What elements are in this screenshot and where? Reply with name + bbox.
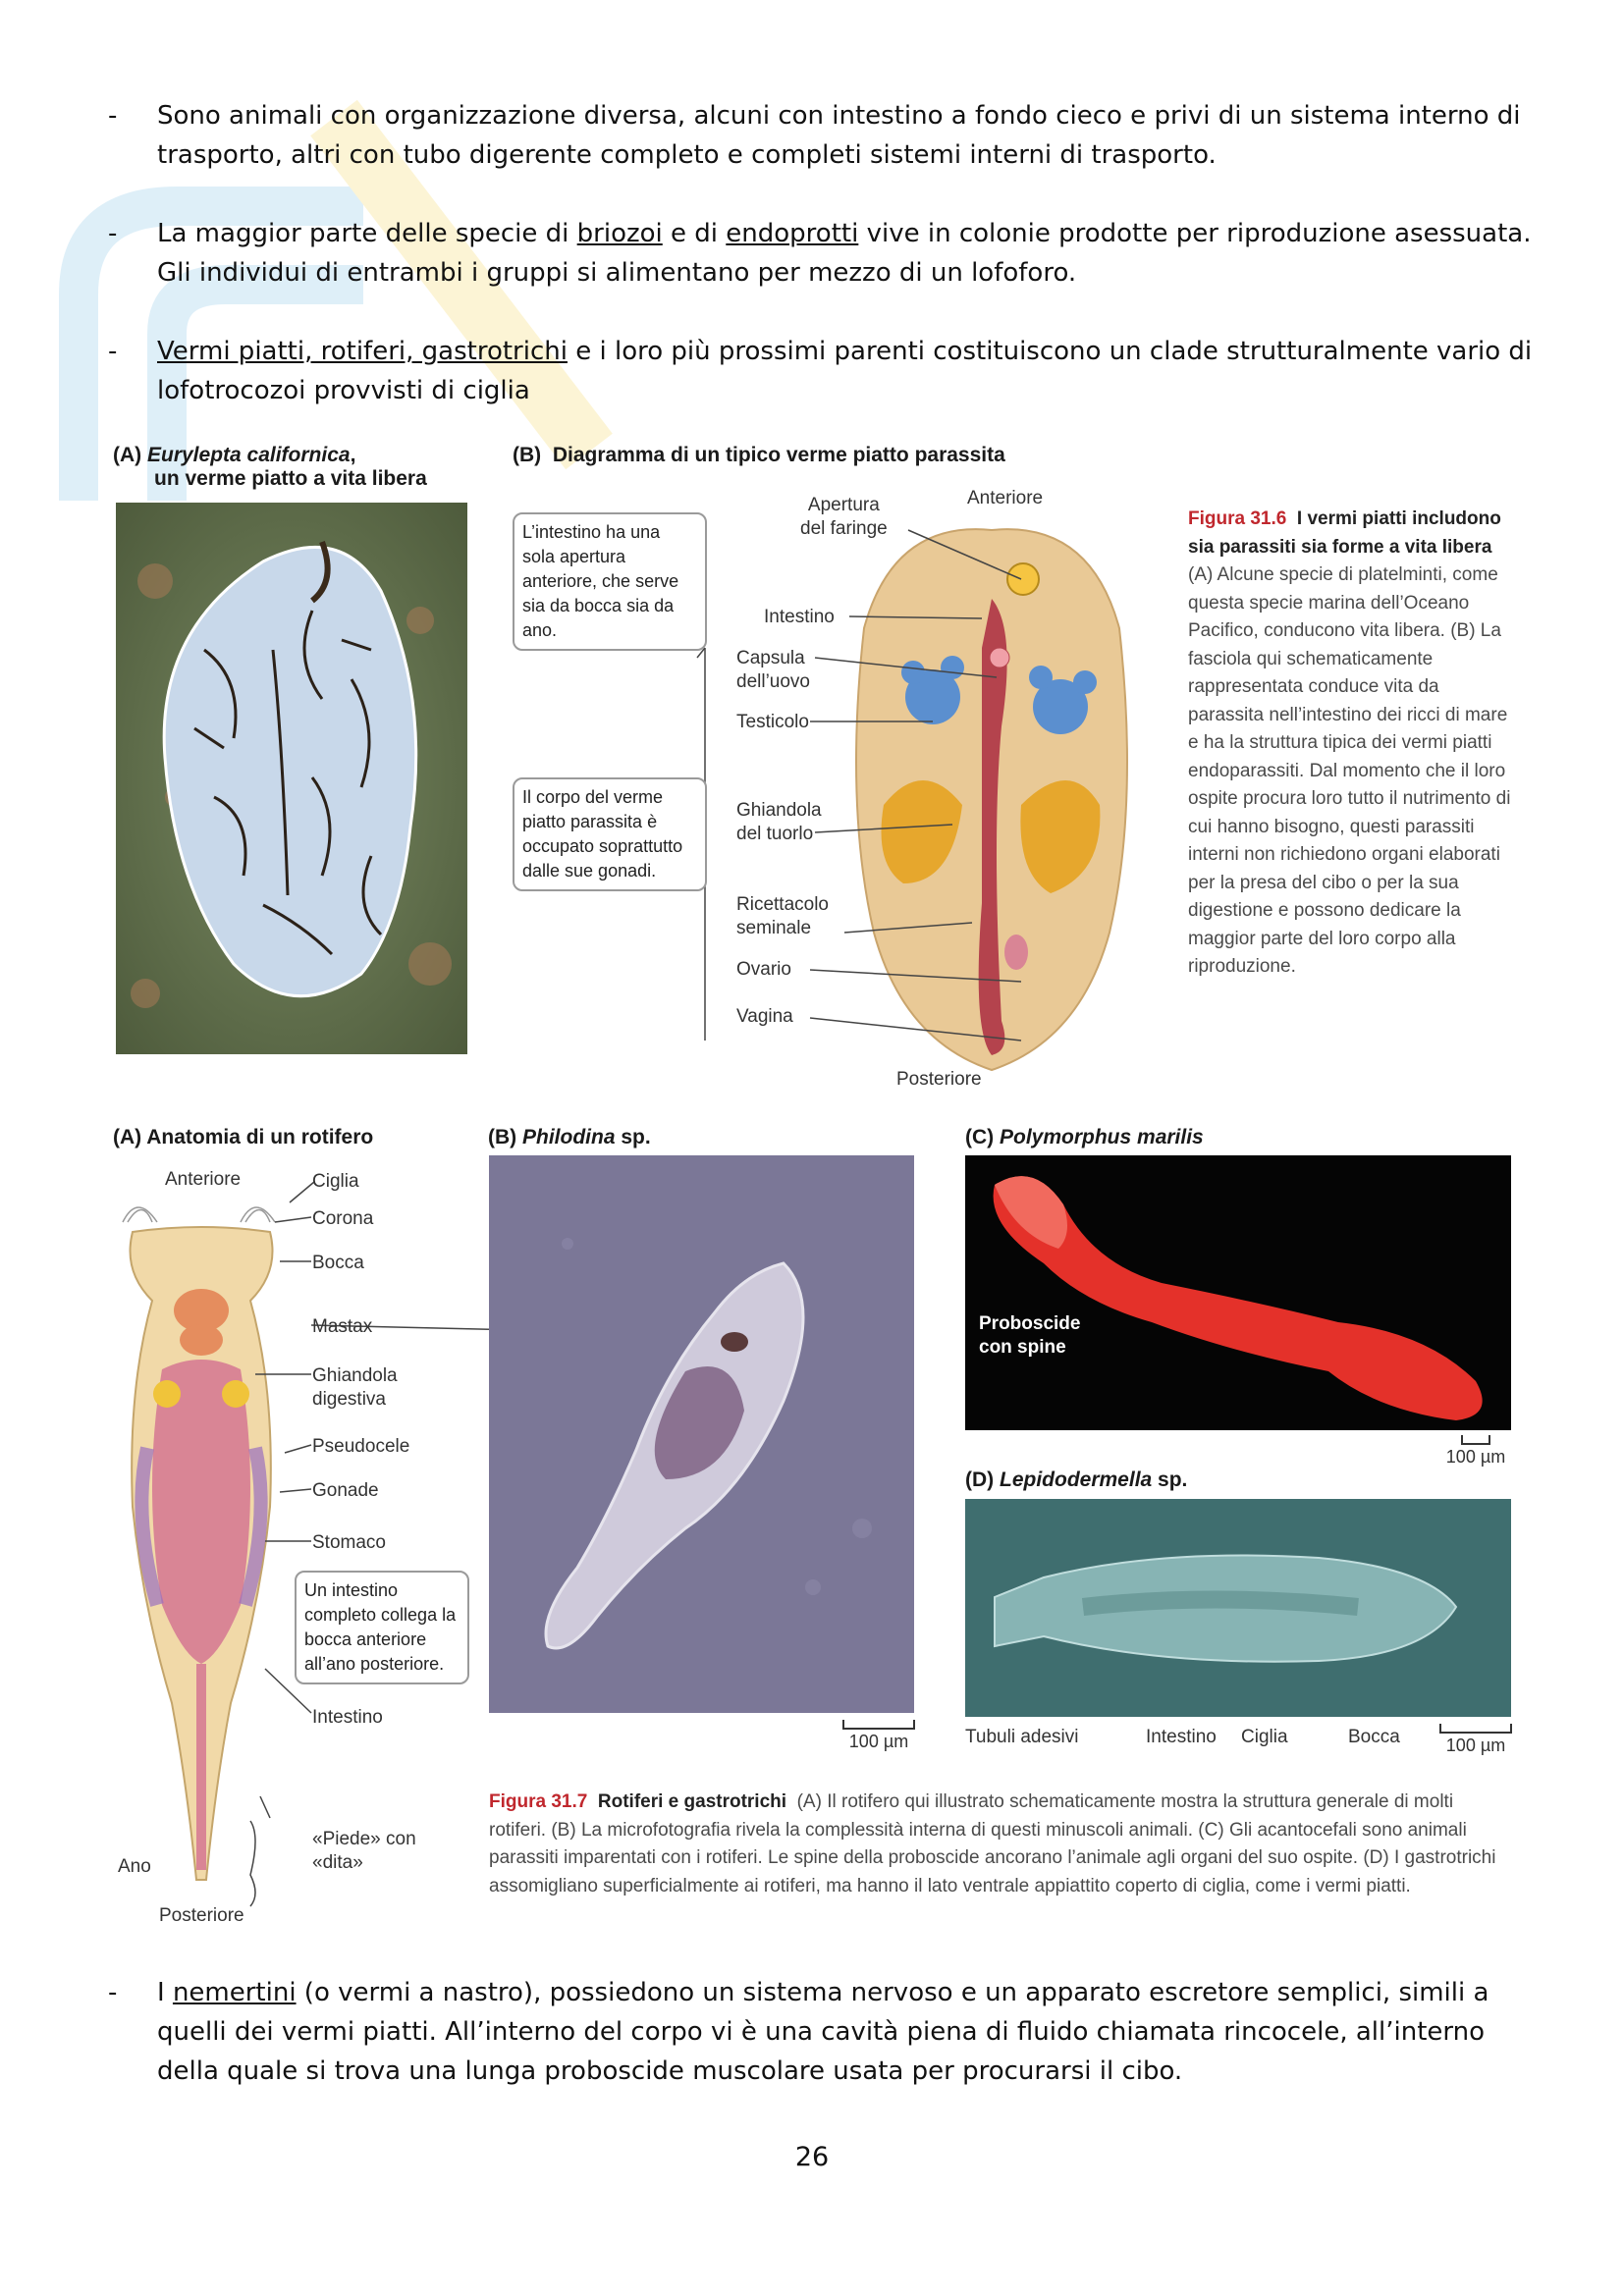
philodina-photo [489,1155,914,1713]
label-intestino: Intestino [764,607,835,627]
rotifer-label-bocca: Bocca [312,1253,364,1273]
callout-intestino: L’intestino ha una sola apertura anteriore, che serve sia da bocca sia da ano. [513,512,707,651]
scale-bar-b: 100 µm [839,1720,918,1752]
fig317-panel-b-label: (B) Philodina sp. [488,1126,651,1148]
label-ovario: Ovario [736,959,791,980]
flatworm-photo [116,503,467,1054]
d-label-bocca: Bocca [1348,1727,1400,1747]
scale-bar-c: 100 µm [1436,1435,1515,1468]
link-nemertini[interactable]: nemertini [172,1978,297,2007]
d-label-tubuli: Tubuli adesivi [965,1727,1079,1747]
rotifer-label-mastax: Mastax [312,1316,373,1337]
d-label-intestino: Intestino [1146,1727,1217,1747]
label-ghiandola-tuorlo: Ghiandola del tuorlo [736,800,822,844]
link-vermi-piatti[interactable]: Vermi piatti, rotiferi, gastrotrichi [157,337,568,366]
label-proboscide: Proboscide con spine [979,1313,1081,1358]
label-testicolo: Testicolo [736,712,809,732]
rotifer-label-ciglia: Ciglia [312,1171,359,1192]
polymorphus-photo [965,1155,1511,1430]
lepidodermella-photo [965,1499,1511,1717]
label-apertura-faringe: Apertura del faringe [800,495,888,539]
rotifer-label-gonade: Gonade [312,1480,379,1501]
fig316-panel-b-label: (B) Diagramma di un tipico verme piatto parassita [513,444,1005,466]
label-anteriore: Anteriore [967,488,1044,508]
fig316-caption: Figura 31.6 I vermi piatti includono sia parassiti sia forme a vita libera (A) Alcune specie di platelminti, come questa specie marina dell’Oceano Pacifico, conducono vita libera. (B) La fasciola qui schematicamente rappresentata conduce vita da parassita nell’intestino dei ricci di mare e ha la struttura tipica dei vermi piatti endoparassiti. Dal momento che il loro ospite procura loro tutto il nutrimento di cui hanno bisogno, questi parassiti interni non richiedono organi elaborati per la presa del cibo o per la sua digestione e possono dedicare la maggior parte del loro corpo alla riproduzione. [1188,508,1511,977]
page-number: 26 [794,2142,830,2172]
rotifer-label-ghiandola-digestiva: Ghiandola digestiva [312,1365,398,1410]
scale-bar-d: 100 µm [1436,1724,1515,1756]
rotifer-label-intestino: Intestino [312,1707,383,1728]
label-capsula-uovo: Capsula dell’uovo [736,648,810,692]
callout-gonadi: Il corpo del verme piatto parassita è occupato soprattutto dalle sue gonadi. [513,777,707,891]
rotifer-label-stomaco: Stomaco [312,1532,386,1553]
bullet-text: Sono animali con organizzazione diversa, alcuni con intestino a fondo cieco e privi di un sistema interno di trasporto, altri con tubo digerente completo e completi sistemi interni di trasporto. [157,101,1521,170]
label-posteriore: Posteriore [896,1069,982,1090]
fig317-panel-c-label: (C) Polymorphus marilis [965,1126,1204,1148]
fig317-panel-d-label: (D) Lepidodermella sp. [965,1468,1188,1491]
rotifer-label-anteriore: Anteriore [165,1169,242,1190]
rotifer-label-ano: Ano [118,1856,151,1877]
fig317-panel-a-label: (A) Anatomia di un rotifero [113,1126,374,1148]
d-label-ciglia: Ciglia [1241,1727,1288,1747]
label-vagina: Vagina [736,1006,793,1027]
rotifer-label-corona: Corona [312,1208,374,1229]
rotifer-label-posteriore: Posteriore [159,1905,244,1926]
callout-intestino-completo: Un intestino completo collega la bocca anteriore all’ano posteriore. [295,1571,469,1684]
fig316-panel-a-label: (A) Eurylepta californica, un verme piatto a vita libera [113,444,427,490]
fig317-caption: Figura 31.7 Rotiferi e gastrotrichi (A) Il rotifero qui illustrato schematicamente mostra la struttura generale di molti rotiferi. (B) La microfotografia rivela la complessità interna di questi minuscoli animali. (C) Gli acantocefali sono animali parassiti imparentati con i rotiferi. Le spine della proboscide ancorano l’animale agli organi del suo ospite. (D) I gastrotrichi assomigliano superficialmente ai rotiferi, ma hanno il lato ventrale appiattito coperto di ciglia, come i vermi piatti. [489,1791,1496,1896]
rotifer-label-pseudocele: Pseudocele [312,1436,410,1457]
link-briozoi[interactable]: briozoi [576,219,663,248]
rotifer-label-piede: «Piede» con «dita» [312,1829,416,1873]
label-ricettacolo-seminale: Ricettacolo seminale [736,894,829,938]
link-endoprotti[interactable]: endoprotti [726,219,859,248]
